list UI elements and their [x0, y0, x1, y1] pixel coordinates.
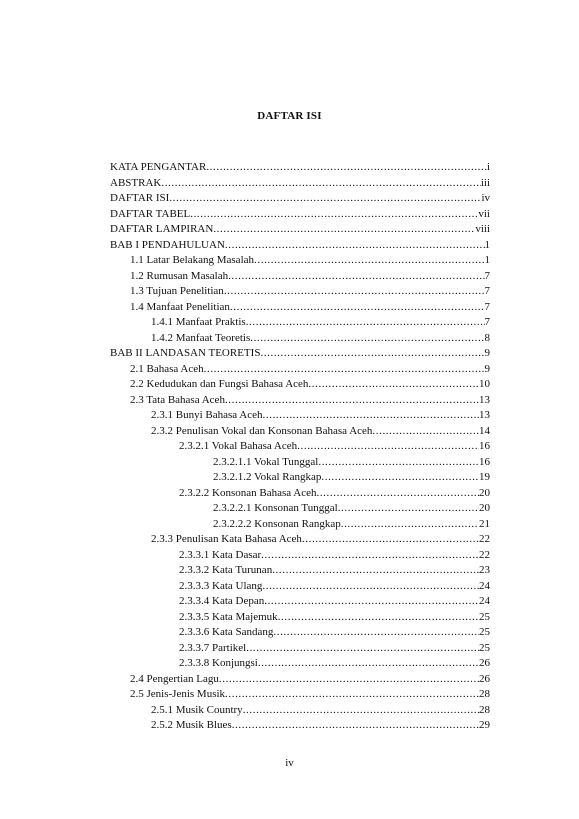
- dot-leader: [224, 284, 485, 300]
- dot-leader: [341, 517, 479, 533]
- toc-entry: [110, 517, 490, 533]
- dot-leader: [206, 160, 487, 176]
- toc-entry-page: 14: [479, 424, 490, 437]
- toc-entry: [110, 253, 490, 269]
- toc-entry-page: 28: [479, 703, 490, 716]
- toc-entry-label: 2.3.2.2.2 Konsonan Rangkap: [213, 517, 341, 530]
- dot-leader: [338, 501, 479, 517]
- dot-leader: [225, 687, 479, 703]
- dot-leader: [169, 191, 481, 207]
- toc-entry: [110, 207, 490, 223]
- dot-leader: [316, 486, 479, 502]
- toc-entry-page: 22: [479, 533, 490, 545]
- toc-entry-label: DAFTAR TABEL: [110, 207, 191, 220]
- toc-entry: [110, 594, 490, 610]
- toc-entry-label: 2.5.2 Musik Blues: [151, 719, 232, 731]
- toc-entry-label: 2.3.3 Penulisan Kata Bahasa Aceh: [151, 533, 302, 545]
- dot-leader: [258, 656, 479, 672]
- toc-entry: [110, 656, 490, 672]
- toc-entry: [110, 362, 490, 378]
- toc-entry: [110, 300, 490, 316]
- dot-leader: [260, 346, 484, 362]
- toc-entry-label: BAB I PENDAHULUAN: [110, 238, 225, 251]
- toc-entry-page: 29: [479, 719, 490, 731]
- table-of-contents: [110, 160, 490, 734]
- toc-entry-label: 2.3.3.6 Kata Sandang: [179, 626, 274, 638]
- toc-entry-page: 7: [484, 300, 490, 313]
- toc-entry: [110, 269, 490, 285]
- toc-entry: [110, 176, 490, 192]
- toc-entry: [110, 687, 490, 703]
- toc-entry-label: 2.3.3.3 Kata Ulang: [179, 579, 263, 592]
- toc-entry: [110, 455, 490, 471]
- toc-entry-label: 2.3.2.1.2 Vokal Rangkap: [213, 471, 322, 483]
- toc-entry-page: 9: [484, 362, 490, 375]
- toc-entry-page: 23: [479, 564, 490, 576]
- toc-entry-label: 2.3.3.8 Konjungsi: [179, 657, 258, 669]
- dot-leader: [308, 377, 479, 393]
- toc-entry-label: 2.3.3.5 Kata Majemuk: [179, 610, 278, 623]
- dot-leader: [250, 331, 484, 347]
- toc-entry-page: viii: [475, 223, 490, 235]
- toc-entry-label: 1.4 Manfaat Penelitian: [130, 300, 230, 313]
- toc-entry: [110, 331, 490, 347]
- toc-entry-page: 7: [484, 269, 490, 282]
- dot-leader: [261, 548, 479, 564]
- toc-entry-page: 24: [479, 579, 490, 592]
- toc-entry-page: 7: [484, 285, 490, 297]
- toc-entry: [110, 579, 490, 595]
- toc-entry-page: 13: [479, 409, 490, 421]
- page-title: DAFTAR ISI: [257, 110, 322, 122]
- toc-entry-page: 20: [479, 486, 490, 499]
- dot-leader: [190, 207, 478, 223]
- toc-entry-label: 2.1 Bahasa Aceh: [130, 362, 204, 375]
- dot-leader: [318, 455, 479, 471]
- toc-entry-page: 25: [479, 610, 490, 623]
- toc-entry-label: 1.3 Tujuan Penelitian: [130, 285, 224, 297]
- toc-entry: [110, 393, 490, 409]
- dot-leader: [278, 610, 479, 626]
- dot-leader: [372, 424, 479, 440]
- toc-entry: [110, 486, 490, 502]
- toc-entry-label: KATA PENGANTAR: [110, 161, 207, 173]
- toc-entry-label: 2.5.1 Musik Country: [151, 703, 243, 716]
- dot-leader: [264, 594, 479, 610]
- toc-entry-page: iii: [480, 176, 490, 189]
- toc-entry: [110, 439, 490, 455]
- toc-entry-label: 2.3.3.4 Kata Depan: [179, 595, 265, 607]
- toc-entry: [110, 501, 490, 517]
- toc-entry-label: 2.3.2.2.1 Konsonan Tunggal: [213, 502, 338, 514]
- toc-entry-page: 24: [479, 595, 490, 607]
- toc-entry-page: 1: [484, 238, 490, 251]
- toc-entry: [110, 160, 490, 176]
- toc-entry: [110, 532, 490, 548]
- toc-entry-page: 9: [484, 347, 490, 359]
- toc-entry-page: 26: [479, 672, 490, 685]
- toc-entry-page: vii: [478, 207, 490, 220]
- toc-entry-label: 1.1 Latar Belakang Masalah: [130, 254, 255, 266]
- toc-entry: [110, 703, 490, 719]
- toc-entry-label: 1.4.2 Manfaat Teoretis: [151, 331, 251, 344]
- toc-entry-page: 20: [479, 502, 490, 514]
- toc-entry: [110, 315, 490, 331]
- toc-entry-page: 21: [479, 517, 490, 530]
- toc-entry-page: i: [486, 161, 490, 173]
- toc-entry-page: 25: [479, 626, 490, 638]
- dot-leader: [246, 315, 485, 331]
- toc-entry-label: DAFTAR LAMPIRAN: [110, 223, 214, 235]
- dot-leader: [225, 238, 485, 254]
- toc-entry: [110, 672, 490, 688]
- dot-leader: [254, 253, 484, 269]
- toc-entry-page: 16: [479, 455, 490, 468]
- toc-entry-label: BAB II LANDASAN TEORETIS: [110, 347, 261, 359]
- toc-entry-page: 26: [479, 657, 490, 669]
- toc-entry-page: 10: [479, 378, 490, 390]
- toc-entry: [110, 625, 490, 641]
- toc-entry-label: DAFTAR ISI: [110, 192, 170, 204]
- toc-entry-page: 8: [484, 331, 490, 344]
- dot-leader: [225, 393, 479, 409]
- toc-entry-label: 2.3.3.7 Partikel: [179, 641, 247, 654]
- dot-leader: [213, 222, 475, 238]
- toc-entry-page: 16: [479, 440, 490, 452]
- dot-leader: [263, 408, 479, 424]
- toc-entry: [110, 548, 490, 564]
- toc-entry-label: 2.3 Tata Bahasa Aceh: [130, 393, 225, 406]
- toc-entry-label: 1.4.1 Manfaat Praktis: [151, 316, 246, 328]
- dot-leader: [204, 362, 485, 378]
- dot-leader: [161, 176, 480, 192]
- toc-entry: [110, 718, 490, 734]
- dot-leader: [297, 439, 479, 455]
- dot-leader: [230, 300, 485, 316]
- toc-entry-label: 2.3.2.1.1 Vokal Tunggal: [213, 455, 319, 468]
- toc-entry-page: 13: [479, 393, 490, 406]
- toc-entry: [110, 284, 490, 300]
- toc-entry-label: 2.3.3.1 Kata Dasar: [179, 548, 262, 561]
- dot-leader: [228, 269, 484, 285]
- toc-entry-page: 28: [479, 688, 490, 700]
- toc-entry-page: 19: [479, 471, 490, 483]
- dot-leader: [321, 470, 479, 486]
- toc-entry: [110, 377, 490, 393]
- dot-leader: [219, 672, 479, 688]
- toc-entry-label: 2.2 Kedudukan dan Fungsi Bahasa Aceh: [130, 378, 309, 390]
- dot-leader: [232, 718, 479, 734]
- dot-leader: [262, 579, 479, 595]
- toc-entry-label: 2.3.2.2 Konsonan Bahasa Aceh: [179, 486, 317, 499]
- toc-entry: [110, 191, 490, 207]
- toc-entry-label: 2.3.1 Bunyi Bahasa Aceh: [151, 409, 263, 421]
- toc-entry: [110, 238, 490, 254]
- dot-leader: [246, 641, 479, 657]
- toc-entry: [110, 610, 490, 626]
- toc-entry-page: iv: [481, 192, 490, 204]
- toc-entry: [110, 424, 490, 440]
- toc-entry: [110, 408, 490, 424]
- toc-entry: [110, 641, 490, 657]
- dot-leader: [273, 625, 479, 641]
- dot-leader: [243, 703, 479, 719]
- toc-entry-label: 1.2 Rumusan Masalah: [130, 269, 229, 282]
- toc-entry-page: 25: [479, 641, 490, 654]
- toc-entry: [110, 563, 490, 579]
- toc-entry: [110, 470, 490, 486]
- dot-leader: [302, 532, 479, 548]
- toc-entry-page: 1: [484, 254, 490, 266]
- toc-entry-page: 7: [484, 316, 490, 328]
- toc-entry-label: 2.3.2.1 Vokal Bahasa Aceh: [179, 440, 298, 452]
- toc-entry-label: 2.3.3.2 Kata Turunan: [179, 564, 273, 576]
- toc-entry-label: 2.4 Pengertian Lagu: [130, 672, 219, 685]
- page-number: iv: [285, 757, 294, 769]
- toc-entry: [110, 346, 490, 362]
- toc-entry-label: 2.5 Jenis-Jenis Musik: [130, 688, 226, 700]
- toc-entry-label: ABSTRAK: [110, 176, 162, 189]
- toc-entry-page: 22: [479, 548, 490, 561]
- dot-leader: [272, 563, 479, 579]
- toc-entry: [110, 222, 490, 238]
- toc-entry-label: 2.3.2 Penulisan Vokal dan Konsonan Bahasa Aceh: [151, 424, 373, 437]
